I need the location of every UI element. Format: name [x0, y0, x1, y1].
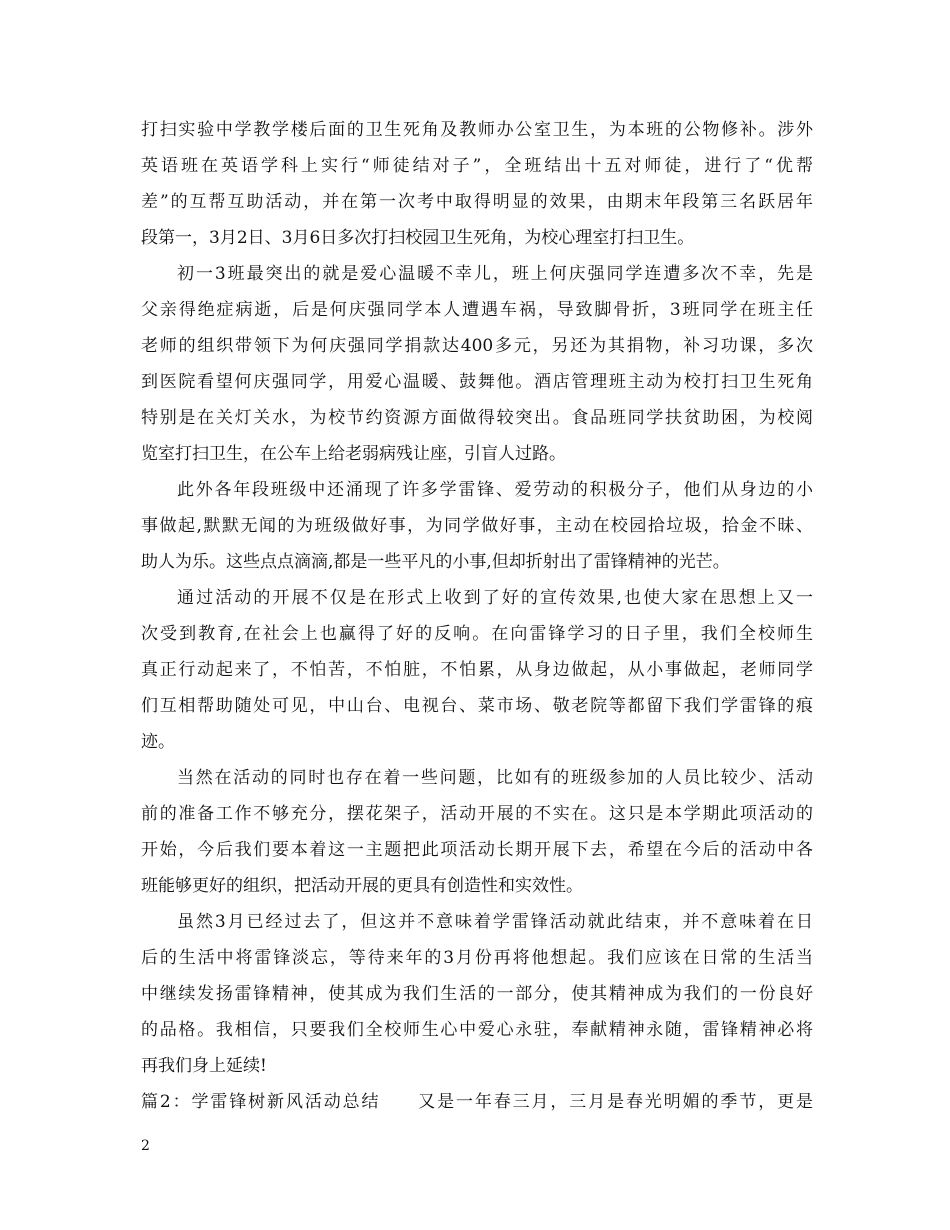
text-line: 特别是在关灯关水，为校节约资源方面做得较突出。食品班同学扶贫助困，为校阅	[141, 408, 813, 428]
text-line: 通过活动的开展不仅是在形式上收到了好的宣传效果,也使大家在思想上又一	[177, 588, 813, 608]
text-line: 览室打扫卫生，在公车上给老弱病残让座，引盲人过路。	[141, 444, 566, 464]
paragraph	[141, 112, 813, 256]
text-line: 打扫实验中学教学楼后面的卫生死角及教师办公室卫生，为本班的公物修补。涉外	[141, 120, 813, 140]
text-line: 老师的组织带领下为何庆强同学捐款达400多元，另还为其捐物，补习功课，多次	[141, 336, 813, 356]
text-line: 此外各年段班级中还涌现了许多学雷锋、爱劳动的积极分子，他们从身边的小	[177, 480, 813, 500]
text-line: 们互相帮助随处可见，中山台、电视台、菜市场、敬老院等都留下我们学雷锋的痕	[141, 696, 813, 716]
paragraph	[141, 760, 813, 904]
text-line: 篇2：学雷锋树新风活动总结 又是一年春三月，三月是春光明媚的季节，更是	[141, 1092, 813, 1112]
paragraph	[141, 1084, 813, 1120]
text-line: 再我们身上延续!	[141, 1056, 267, 1076]
text-line: 次受到教育,在社会上也赢得了好的反响。在向雷锋学习的日子里，我们全校师生	[141, 624, 813, 644]
text-line: 前的准备工作不够充分，摆花架子，活动开展的不实在。这只是本学期此项活动的	[141, 804, 813, 824]
paragraph	[141, 472, 813, 580]
text-line: 中继续发扬雷锋精神，使其成为我们生活的一部分，使其精神成为我们的一份良好	[141, 984, 813, 1004]
paragraph	[141, 580, 813, 760]
text-line: 班能够更好的组织，把活动开展的更具有创造性和实效性。	[141, 876, 583, 896]
document-body	[141, 112, 813, 1120]
page-number: 2	[141, 1138, 150, 1154]
text-line: 虽然3月已经过去了，但这并不意味着学雷锋活动就此结束，并不意味着在日	[177, 912, 813, 932]
paragraph	[141, 904, 813, 1084]
paragraph	[141, 256, 813, 472]
text-line: 真正行动起来了，不怕苦，不怕脏，不怕累，从身边做起，从小事做起，老师同学	[141, 660, 813, 680]
text-line: 开始，今后我们要本着这一主题把此项活动长期开展下去，希望在今后的活动中各	[141, 840, 813, 860]
text-line: 父亲得绝症病逝，后是何庆强同学本人遭遇车祸，导致脚骨折，3班同学在班主任	[141, 300, 813, 320]
text-line: 助人为乐。这些点点滴滴,都是一些平凡的小事,但却折射出了雷锋精神的光芒。	[141, 552, 730, 572]
text-line: 后的生活中将雷锋淡忘，等待来年的3月份再将他想起。我们应该在日常的生活当	[141, 948, 813, 968]
text-line: 当然在活动的同时也存在着一些问题，比如有的班级参加的人员比较少、活动	[177, 768, 813, 788]
text-line: 到医院看望何庆强同学，用爱心温暖、鼓舞他。酒店管理班主动为校打扫卫生死角	[141, 372, 813, 392]
text-line: 的品格。我相信，只要我们全校师生心中爱心永驻，奉献精神永随，雷锋精神必将	[141, 1020, 813, 1040]
text-line: 事做起,默默无闻的为班级做好事，为同学做好事，主动在校园拾垃圾，拾金不昧、	[141, 516, 813, 536]
text-line: 英语班在英语学科上实行“师徒结对子”，全班结出十五对师徒，进行了“优帮	[141, 156, 813, 176]
text-line: 差”的互帮互助活动，并在第一次考中取得明显的效果，由期末年段第三名跃居年	[141, 192, 813, 212]
text-line: 段第一，3月2日、3月6日多次打扫校园卫生死角，为校心理室打扫卫生。	[141, 228, 695, 248]
text-line: 初一3班最突出的就是爱心温暖不幸儿，班上何庆强同学连遭多次不幸，先是	[177, 264, 813, 284]
text-line: 迹。	[141, 732, 175, 752]
